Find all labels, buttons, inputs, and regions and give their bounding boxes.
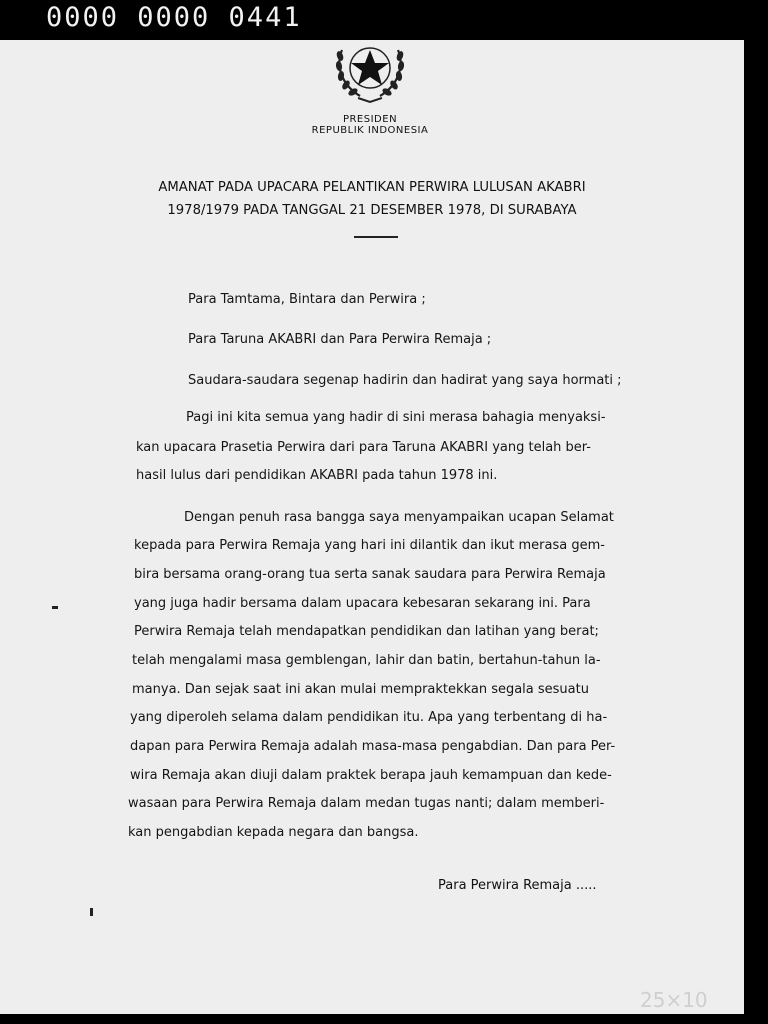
paragraph-line: kepada para Perwira Remaja yang hari ini dilantik dan ikut merasa gem- [134, 538, 605, 553]
paragraph-line: yang diperoleh selama dalam pendidikan itu. Apa yang terbentang di ha- [130, 710, 608, 725]
paragraph-line: bira bersama orang-orang tua serta sanak saudara para Perwira Remaja [134, 567, 606, 582]
presidential-emblem-icon [328, 40, 412, 104]
speech-heading [100, 176, 644, 222]
paragraph-line: dapan para Perwira Remaja adalah masa-masa pengabdian. Dan para Per- [130, 739, 616, 754]
paragraph-line: kan upacara Prasetia Perwira dari para Taruna AKABRI yang telah ber- [136, 440, 591, 455]
office-country: REPUBLIK INDONESIA [311, 125, 429, 136]
paragraph-line: telah mengalami masa gemblengan, lahir dan batin, bertahun-tahun la- [132, 653, 601, 668]
office-letterhead [270, 114, 470, 136]
paragraph-line: yang juga hadir bersama dalam upacara kebesaran sekarang ini. Para [134, 596, 591, 611]
closing-continuation: Para Perwira Remaja ..... [438, 878, 597, 893]
heading-line-2: 1978/1979 PADA TANGGAL 21 DESEMBER 1978, DI SURABAYA [167, 203, 577, 218]
paragraph-line: kan pengabdian kepada negara dan bangsa. [128, 825, 419, 840]
office-title: PRESIDEN [342, 114, 398, 125]
paragraph-line: Pagi ini kita semua yang hadir di sini merasa bahagia menyaksi- [186, 410, 606, 425]
paragraph-line: Perwira Remaja telah mendapatkan pendidikan dan latihan yang berat; [134, 624, 599, 639]
salutation-line: Saudara-saudara segenap hadirin dan hadirat yang saya hormati ; [188, 373, 622, 388]
scan-speck [52, 606, 58, 609]
paragraph-line: manya. Dan sejak saat ini akan mulai mempraktekkan segala sesuatu [132, 682, 589, 697]
paragraph-line: hasil lulus dari pendidikan AKABRI pada tahun 1978 ini. [136, 468, 498, 483]
scan-speck [90, 908, 93, 916]
film-frame-number: 0000 0000 0441 [46, 2, 302, 33]
paragraph-line: Dengan penuh rasa bangga saya menyampaikan ucapan Selamat [184, 510, 614, 525]
paragraph-line: wira Remaja akan diuji dalam praktek berapa jauh kemampuan dan kede- [130, 768, 612, 783]
film-reduction-code: 25×10 [640, 988, 708, 1012]
heading-divider [354, 236, 398, 238]
document-page [0, 40, 744, 1014]
salutation-line: Para Tamtama, Bintara dan Perwira ; [188, 292, 426, 307]
heading-line-1: AMANAT PADA UPACARA PELANTIKAN PERWIRA LULUSAN AKABRI [158, 180, 586, 195]
salutation-line: Para Taruna AKABRI dan Para Perwira Remaja ; [188, 332, 492, 347]
paragraph-line: wasaan para Perwira Remaja dalam medan tugas nanti; dalam memberi- [128, 796, 605, 811]
